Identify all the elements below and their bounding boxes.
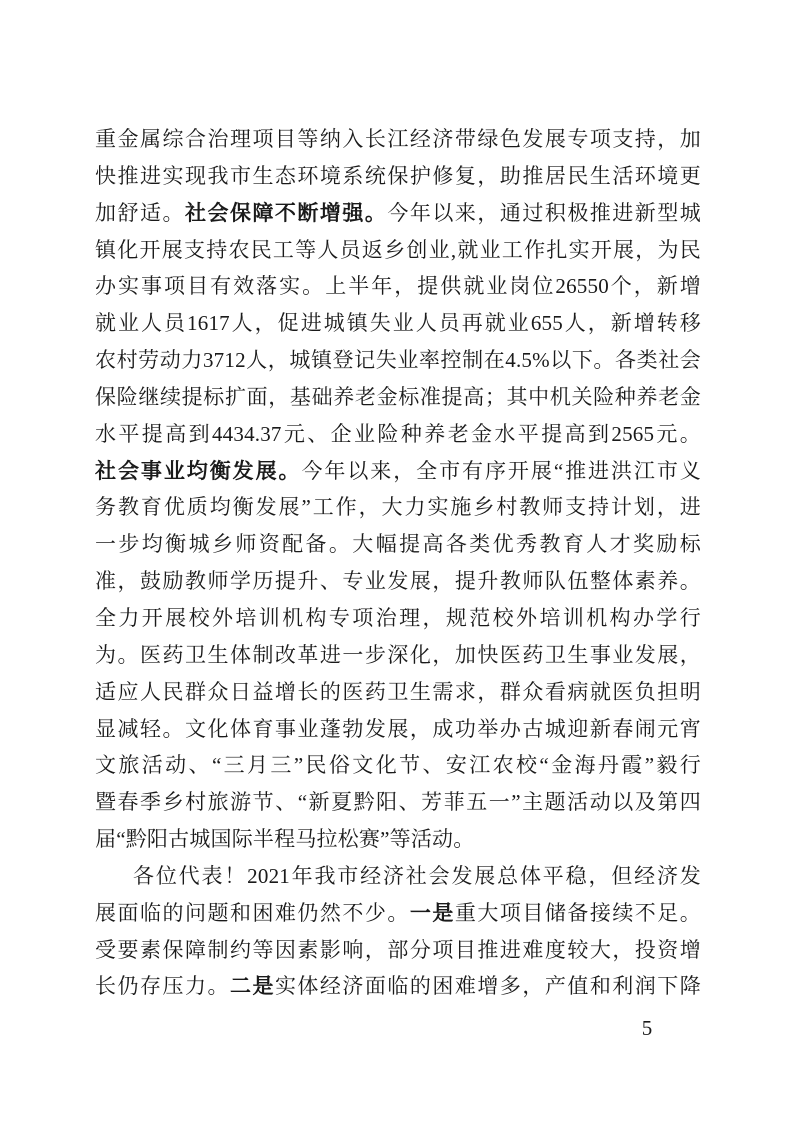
text-line: [95, 932, 701, 969]
text-segment: 今年以来，通过积极推进新型城: [387, 200, 701, 225]
document-body: [95, 121, 701, 1005]
text-line: [95, 416, 701, 453]
text-segment: 一步均衡城乡师资配备。大幅提高各类优秀教育人才奖励标: [95, 532, 701, 557]
text-line: [95, 968, 701, 1005]
text-segment: 重大项目储备接续不足。: [454, 900, 701, 925]
text-segment: 务教育优质均衡发展”工作，大力实施乡村教师支持计划，进: [95, 495, 701, 520]
text-segment: 镇化开展支持农民工等人员返乡创业,就业工作扎实开展，为民: [95, 237, 701, 262]
text-line: [95, 637, 701, 674]
text-segment: 受要素保障制约等因素影响，部分项目推进难度较大，投资增: [95, 937, 701, 962]
text-segment: 显减轻。文化体育事业蓬勃发展，成功举办古城迎新春闹元宵: [95, 716, 701, 741]
text-line: [95, 600, 701, 637]
text-line: [95, 711, 701, 748]
text-segment: 今年以来，全市有序开展“推进洪江市义: [301, 458, 701, 483]
text-segment: 办实事项目有效落实。上半年，提供就业岗位26550个，新增: [95, 274, 701, 299]
text-segment: 全力开展校外培训机构专项治理，规范校外培训机构办学行: [95, 605, 701, 630]
text-segment: 实体经济面临的困难增多，产值和利润下降: [274, 974, 701, 999]
text-line: [95, 195, 701, 232]
text-segment: 就业人员1617人，促进城镇失业人员再就业655人，新增转移: [95, 311, 701, 336]
text-segment: 为。医药卫生体制改革进一步深化，加快医药卫生事业发展，: [95, 642, 701, 667]
text-line: [95, 453, 701, 490]
bold-marker-second: 二是: [229, 974, 275, 999]
text-line: [95, 379, 701, 416]
text-line: [95, 895, 701, 932]
bold-marker-first: 一是: [409, 900, 455, 925]
text-segment: 暨春季乡村旅游节、“新夏黔阳、芳菲五一”主题活动以及第四: [95, 790, 701, 815]
text-line: [95, 563, 701, 600]
text-segment: 适应人民群众日益增长的医药卫生需求，群众看病就医负担明: [95, 679, 701, 704]
text-line: [95, 489, 701, 526]
text-line: [95, 747, 701, 784]
paragraph-social: [95, 121, 701, 858]
text-segment: 准，鼓励教师学历提升、专业发展，提升教师队伍整体素养。: [95, 569, 701, 594]
text-segment: 水平提高到4434.37元、企业险种养老金水平提高到2565元。: [95, 421, 701, 446]
text-line: [95, 158, 701, 195]
text-segment: 长仍存压力。: [95, 974, 230, 999]
text-segment: 文旅活动、“三月三”民俗文化节、安江农校“金海丹霞”毅行: [95, 753, 701, 778]
text-line: [95, 121, 701, 158]
text-segment: 各位代表！2021年我市经济社会发展总体平稳，但经济发: [133, 863, 701, 888]
text-line: [95, 305, 701, 342]
bold-heading-social-security: 社会保障不断增强。: [184, 200, 388, 225]
bold-heading-social-undertakings: 社会事业均衡发展。: [95, 458, 302, 483]
text-line: [95, 268, 701, 305]
text-segment: 保险继续提标扩面，基础养老金标准提高；其中机关险种养老金: [95, 384, 701, 409]
text-line: [95, 342, 701, 379]
text-segment: 快推进实现我市生态环境系统保护修复，助推居民生活环境更: [95, 163, 701, 188]
text-segment: 农村劳动力3712人，城镇登记失业率控制在4.5%以下。各类社会: [95, 348, 701, 373]
page-number: 5: [641, 1016, 653, 1040]
text-line: [95, 232, 701, 269]
text-segment: 展面临的问题和困难仍然不少。: [95, 900, 410, 925]
paragraph-problems: [95, 858, 701, 1005]
text-line: [95, 674, 701, 711]
text-segment: 届“黔阳古城国际半程马拉松赛”等活动。: [95, 827, 475, 852]
text-segment: 重金属综合治理项目等纳入长江经济带绿色发展专项支持，加: [95, 127, 701, 151]
text-line: [95, 858, 701, 895]
text-segment: 加舒适。: [95, 200, 185, 225]
text-line: [95, 821, 701, 858]
text-line: [95, 526, 701, 563]
text-line: [95, 784, 701, 821]
